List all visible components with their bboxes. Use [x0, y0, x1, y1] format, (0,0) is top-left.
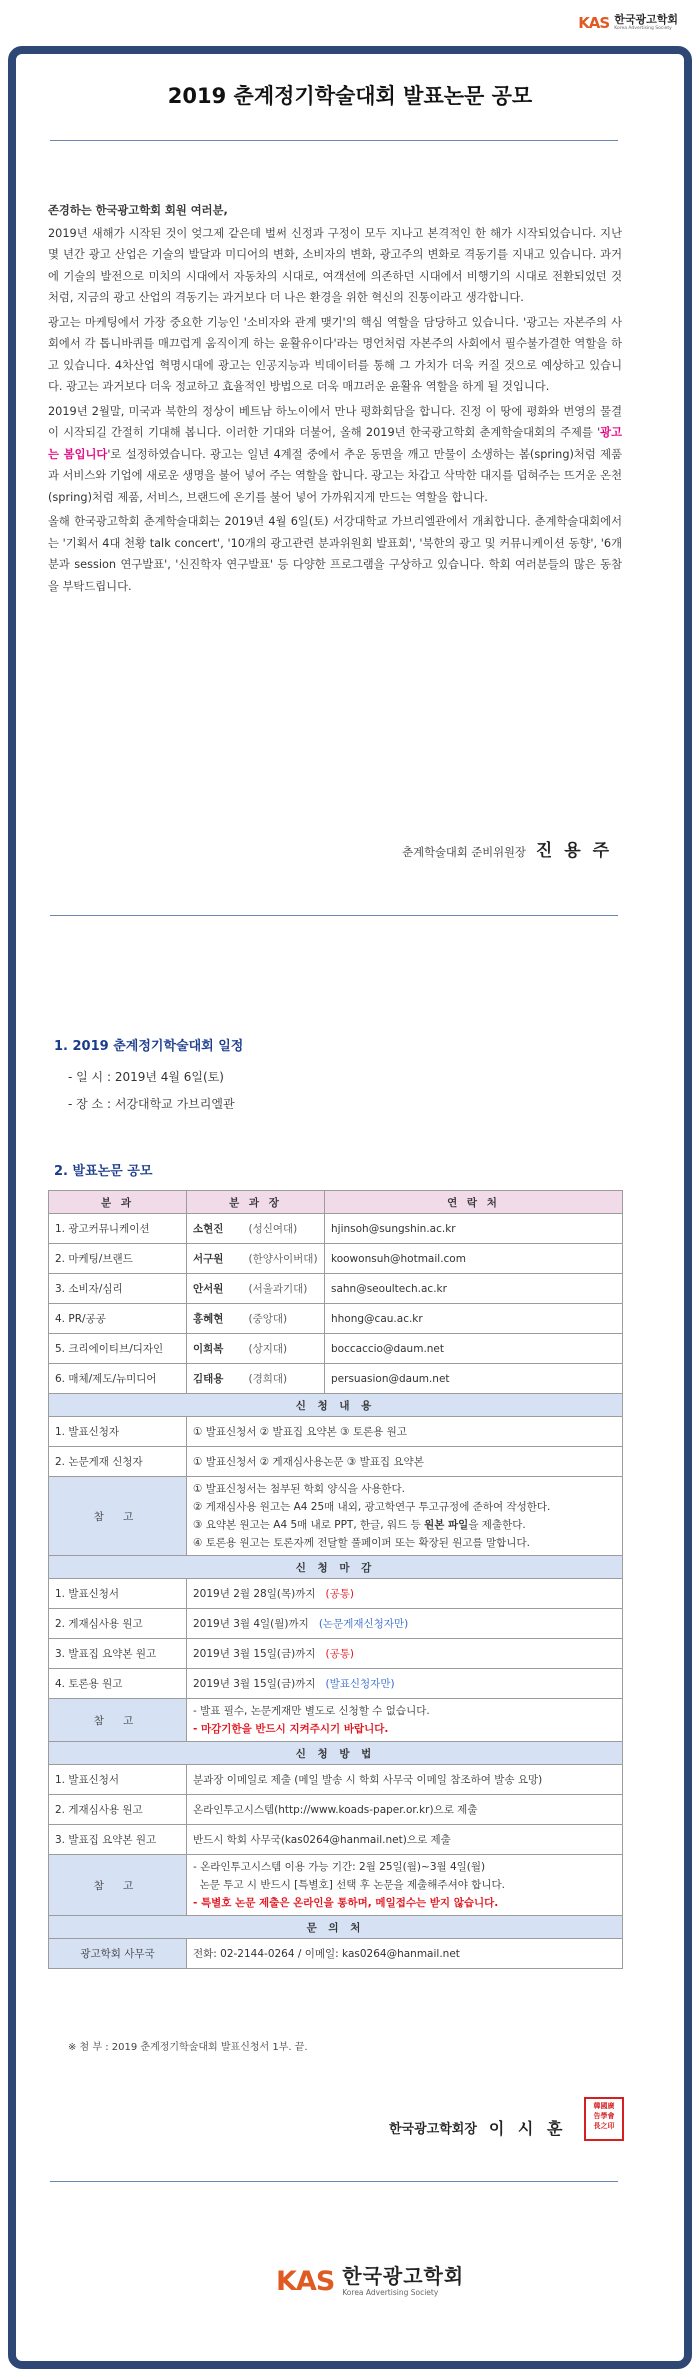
reference-label: 참 고: [49, 1477, 187, 1556]
subheader-deadline: 신 청 마 감: [49, 1556, 623, 1579]
contact-email: hjinsoh@sungshin.ac.kr: [325, 1214, 623, 1244]
table-row: 1. 발표신청자 ① 발표신청서 ② 발표집 요약본 ③ 토론용 원고: [49, 1417, 623, 1447]
table-row: 1. 광고커뮤니케이션 소현진 (성신여대) hjinsoh@sungshin.ac.kr: [49, 1214, 623, 1244]
header-division: 분 과: [49, 1191, 187, 1214]
letter-body: [48, 200, 622, 600]
paragraph-4: 올해 한국광고학회 춘계학술대회는 2019년 4월 6일(토) 서강대학교 가브리엘관에서 개최합니다. 춘계학술대회에서는 '기획서 4대 천황 talk concert', '10개의 광고관련 분과위원회 발표회', '북한의 광고 및 커뮤니케이션 동향', '6개분과 session 연구발표', '신진학자 연구발표' 등 다양한 프로그램을 구상하고 있습니다. 학회 여러분들의 많은 동참을 부탁드립니다.: [48, 515, 622, 593]
table-row: 3. 발표집 요약본 원고 반드시 학회 사무국(kas0264@hanmail.net)으로 제출: [49, 1825, 623, 1855]
call-for-papers-table: [48, 1190, 623, 1969]
table-row: 4. 토론용 원고 2019년 3월 15일(금)까지 (발표신청자만): [49, 1669, 623, 1699]
contact-email: hhong@cau.ac.kr: [325, 1304, 623, 1334]
header-contact: 연 락 처: [325, 1191, 623, 1214]
signature-name: 이 시 훈: [488, 2119, 567, 2138]
table-row: 1. 발표신청서 2019년 2월 28일(목)까지 (공통): [49, 1579, 623, 1609]
table-row: [49, 1855, 623, 1916]
table-row: 광고학회 사무국 전화: 02-2144-0264 / 이메일: kas0264@hanmail.net: [49, 1939, 623, 1969]
method-notes: - 온라인투고시스템 이용 가능 기간: 2월 25일(월)~3월 4일(월) 논문 투고 시 반드시 [특별호] 선택 후 논문을 제출해주셔야 합니다. - 특별호 논문 제출은 온라인을 통하며, 메일접수는 받지 않습니다.: [187, 1855, 623, 1916]
table-row: 6. 매체/제도/뉴미디어 김태용 (경희대) persuasion@daum.net: [49, 1364, 623, 1394]
section-heading-schedule: 1. 2019 춘계정기학술대회 일정: [54, 1039, 244, 1054]
inquiry-contact: 전화: 02-2144-0264 / 이메일: kas0264@hanmail.net: [187, 1939, 623, 1969]
paragraph-2: 광고는 마케팅에서 가장 중요한 기능인 '소비자와 관계 맺기'의 핵심 역할을 담당하고 있습니다. '광고는 자본주의 사회에서 각 톱니바퀴를 매끄럽게 움직이게 하는 윤활유이다'라는 명언처럼 자본주의 사회에서 필수불가결한 역할을 하고 있습니다. 4차산업 혁명시대에 광고는 인공지능과 빅데이터를 통해 그 가치가 더욱 커질 것으로 예상하고 있습니다. 광고는 과거보다 더욱 정교하고 효율적인 방법으로 더욱 매끄러운 윤활유 역할을 하게 될 것입니다.: [48, 315, 622, 393]
paragraph-3: 2019년 2월말, 미국과 북한의 정상이 베트남 하노이에서 만나 평화회담을 합니다. 진정 이 땅에 평화와 번영의 물결이 시작되길 간절히 기대해 봅니다. 이러한 기대와 더불어, 올해 2019년 한국광고학회 춘계학술대회의 주제를 '광고는 봄입니다'로 설정하였습니다. 광고는 일년 4계절 중에서 추운 동면을 깨고 만물이 소생하는 봄(spring)처럼 제품과 서비스와 기업에 새로운 생명을 불어 넣어 주는 역할을 합니다. 광고는 차갑고 삭막한 대지를 덥혀주는 뜨거운 온천(spring)처럼 제품, 서비스, 브랜드에 온기를 불어 넣어 가까워지게 만드는 역할을 합니다.: [48, 404, 622, 504]
header-chair: 분 과 장: [187, 1191, 325, 1214]
attachment-note: ※ 첨 부 : 2019 춘계정기학술대회 발표신청서 1부. 끝.: [68, 2042, 308, 2053]
contact-email: sahn@seoultech.ac.kr: [325, 1274, 623, 1304]
contact-email: persuasion@daum.net: [325, 1364, 623, 1394]
divider: [50, 2181, 618, 2182]
table-row: 1. 발표신청서 분과장 이메일로 제출 (메일 발송 시 학회 사무국 이메일 참조하여 발송 요망): [49, 1765, 623, 1795]
logo-name: 한국광고학회: [614, 13, 678, 27]
kas-logo-mark: KAS: [276, 2266, 335, 2297]
subheader-inquiry: 문 의 처: [49, 1916, 623, 1939]
official-seal: 韓國廣 告學會 長之印: [584, 2097, 624, 2141]
divider: [50, 915, 618, 916]
signature-role: 춘계학술대회 준비위원장: [402, 846, 526, 859]
subheader-content: 신 청 내 용: [49, 1394, 623, 1417]
subheader-method: 신 청 방 법: [49, 1742, 623, 1765]
footer-logo: [276, 2266, 464, 2297]
table-row: 3. 발표집 요약본 원고 2019년 3월 15일(금)까지 (공통): [49, 1639, 623, 1669]
signature-role: 한국광고학회장: [389, 2122, 477, 2137]
greeting: 존경하는 한국광고학회 회원 여러분,: [48, 204, 228, 217]
reference-label: 참 고: [49, 1855, 187, 1916]
contact-email: boccaccio@daum.net: [325, 1334, 623, 1364]
table-row: 4. PR/공공 홍혜현 (중앙대) hhong@cau.ac.kr: [49, 1304, 623, 1334]
table-row: 5. 크리에이티브/디자인 이희복 (상지대) boccaccio@daum.net: [49, 1334, 623, 1364]
page-title: 2019 춘계정기학술대회 발표논문 공모: [167, 84, 533, 108]
kas-logo-mark: KAS: [578, 14, 610, 32]
table-header-row: [49, 1191, 623, 1214]
table-row: 3. 소비자/심리 안서원 (서울과기대) sahn@seoultech.ac.kr: [49, 1274, 623, 1304]
table-row: 2. 논문게재 신청자 ① 발표신청서 ② 게재심사용논문 ③ 발표집 요약본: [49, 1447, 623, 1477]
signature-name: 진 용 주: [535, 841, 612, 861]
table-row: [49, 1699, 623, 1742]
schedule-date: - 일 시 : 2019년 4월 6일(토): [68, 1070, 224, 1084]
table-row: 2. 게재심사용 원고 2019년 3월 4일(월)까지 (논문게재신청자만): [49, 1609, 623, 1639]
logo-english: Korea Advertising Society: [614, 26, 672, 32]
content-notes: ① 발표신청서는 첨부된 학회 양식을 사용한다. ② 게재심사용 원고는 A4 25매 내외, 광고학연구 투고규정에 준하여 작성한다. ③ 요약본 원고는 A4 5매 내로 PPT, 한글, 워드 등 원본 파일을 제출한다. ④ 토론용 원고는 토론자께 전달할 풀페이퍼 또는 확장된 원고를 말합니다.: [187, 1477, 623, 1556]
logo-name: 한국광고학회: [342, 2264, 465, 2289]
president-signature: [389, 2116, 566, 2139]
contact-email: koowonsuh@hotmail.com: [325, 1244, 623, 1274]
section-heading-call: 2. 발표논문 공모: [54, 1164, 153, 1179]
table-row: 2. 마케팅/브랜드 서구원 (한양사이버대) koowonsuh@hotmail.com: [49, 1244, 623, 1274]
schedule-place: - 장 소 : 서강대학교 가브리엘관: [68, 1097, 235, 1111]
paragraph-1: 2019년 새해가 시작된 것이 엊그제 같은데 벌써 신정과 구정이 모두 지나고 본격적인 한 해가 시작되었습니다. 지난 몇 년간 광고 산업은 기술의 발달과 미디어의 변화, 소비자의 변화, 광고주의 변화로 격동기를 지내고 있습니다. 과거에 기술의 발전으로 미치의 시대에서 자동차의 시대로, 여객선에 의존하던 시대에서 비행기의 시대로 전환되었던 것처럼, 지금의 광고 산업의 격동기는 과거보다 더 나은 환경을 위한 혁신의 진통이라고 생각합니다.: [48, 226, 622, 304]
logo-english: Korea Advertising Society: [342, 2288, 439, 2298]
theme-highlight: 광고는 봄입니다: [48, 426, 622, 461]
divider: [50, 140, 618, 141]
reference-label: 참 고: [49, 1699, 187, 1742]
chair-signature: [402, 836, 612, 861]
header-logo: [578, 14, 678, 32]
deadline-notes: - 발표 필수, 논문게재만 별도로 신청할 수 없습니다. - 마감기한을 반드시 지켜주시기 바랍니다.: [187, 1699, 623, 1742]
table-row: [49, 1477, 623, 1556]
table-row: 2. 게재심사용 원고 온라인투고시스템(http://www.koads-paper.or.kr)으로 제출: [49, 1795, 623, 1825]
